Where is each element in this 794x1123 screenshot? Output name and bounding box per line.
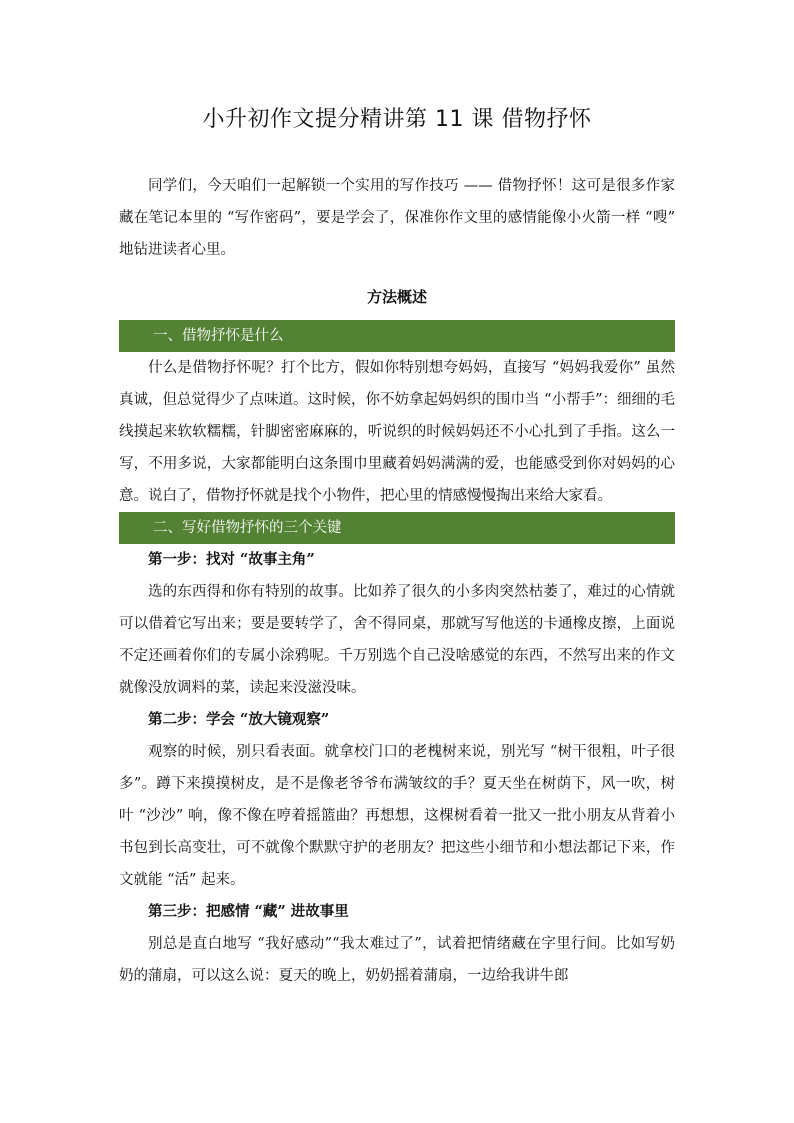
document-title: 小升初作文提分精讲第 11 课 借物抒怀 xyxy=(202,107,592,132)
step-2-paragraph: 观察的时候，别只看表面。就拿校门口的老槐树来说，别光写 “树干很粗，叶子很多”。蹲下来摸摸树皮，是不是像老爷爷布满皱纹的手？夏天坐在树荫下，风一吹，树叶 “沙沙” 响，像不像在哼着摇篮曲？再想想，这棵树看着一批又一批小朋友从背着小书包到长高变壮，可不就像个默默守护的老朋友？把这些小细节和小想法都记下来，作文就能 “活” 起来。 xyxy=(119,744,675,888)
section-heading-method-overview: 方法概述 xyxy=(366,288,427,306)
what-is-paragraph: 什么是借物抒怀呢？打个比方，假如你特别想夸妈妈，直接写 “妈妈我爱你” 虽然真诚，但总觉得少了点味道。这时候，你不妨拿起妈妈织的围巾当 “小帮手”：细细的毛线摸起来软软糯糯，针脚密密麻麻的，听说织的时候妈妈还不小心扎到了手指。这么一写，不用多说，大家都能明白这条围巾里藏着妈妈满满的爱，也能感受到你对妈妈的心意。说白了，借物抒怀就是找个小物件，把心里的情感慢慢掏出来给大家看。 xyxy=(119,360,675,504)
document-content xyxy=(119,170,675,992)
section-bar-three-keys: 二、写好借物抒怀的三个关键 xyxy=(119,512,675,544)
step-3-heading: 第三步：把感情 “藏” 进故事里 xyxy=(148,903,349,920)
step-1-heading: 第一步：找对 “故事主角” xyxy=(148,551,315,568)
section-bar-what-is: 一、借物抒怀是什么 xyxy=(119,320,675,352)
step-3-paragraph: 别总是直白地写 “我好感动”“我太难过了”，试着把情绪藏在字里行间。比如写奶奶的蒲扇，可以这么说：夏天的晚上，奶奶摇着蒲扇，一边给我讲牛郎 xyxy=(119,936,675,984)
intro-paragraph: 同学们，今天咱们一起解锁一个实用的写作技巧 —— 借物抒怀！这可是很多作家藏在笔记本里的 “写作密码”，要是学会了，保准你作文里的感情能像小火箭一样 “嗖” 地钻进读者心里。 xyxy=(119,178,675,258)
step-2-heading: 第二步：学会 “放大镜观察” xyxy=(148,711,330,728)
step-1-paragraph: 选的东西得和你有特别的故事。比如养了很久的小多肉突然枯萎了，难过的心情就可以借着它写出来；要是要转学了，舍不得同桌，那就写写他送的卡通橡皮擦，上面说不定还画着你们的专属小涂鸦呢。千万别选个自己没啥感觉的东西，不然写出来的作文就像没放调料的菜，读起来没滋没味。 xyxy=(119,584,675,696)
